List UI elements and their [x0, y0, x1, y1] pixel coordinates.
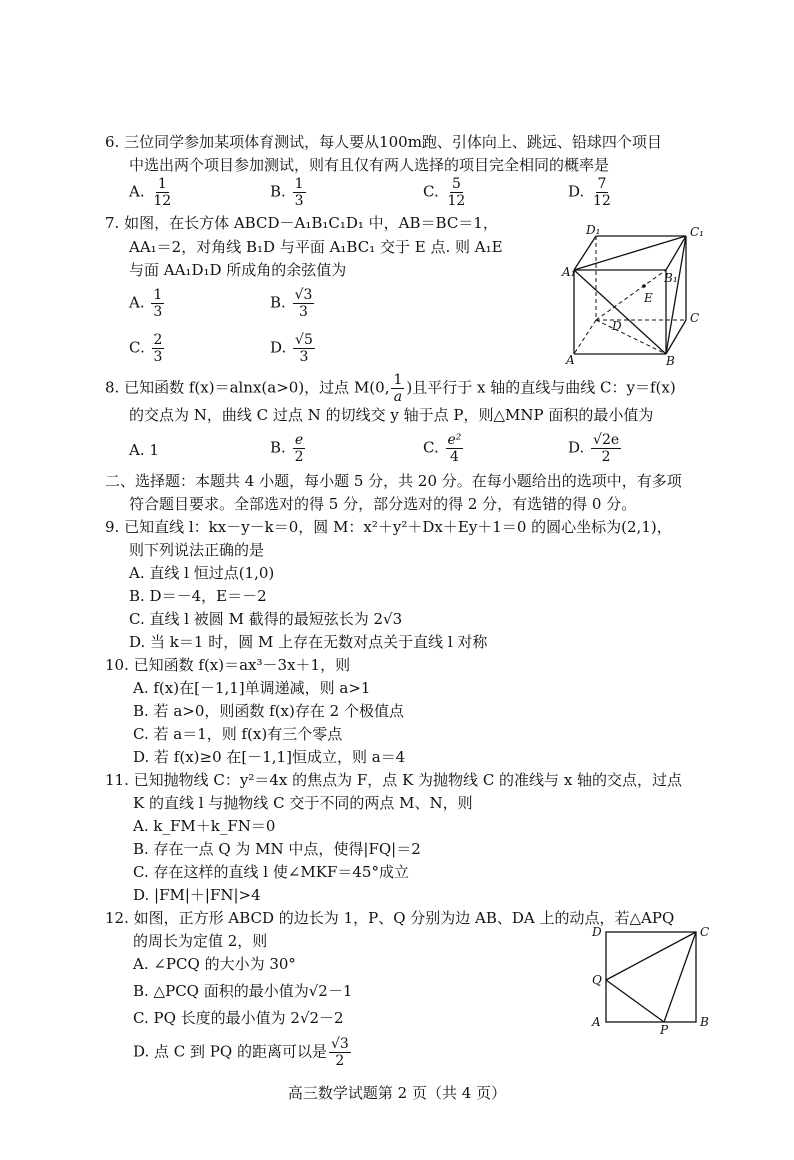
q7-option-a: A. $\frac{1}{3}$	[129, 287, 163, 320]
q7-label-b1: B₁	[664, 271, 678, 285]
q12-option-d: D. 点 C 到 PQ 的距离可以是 $\frac{√3}{2}$	[133, 1036, 349, 1069]
q8-option-a: A. 1	[129, 441, 159, 459]
q11-option-d: D. |FM|＋|FN|>4	[133, 886, 261, 904]
q8-option-c: C. $\frac{\text{e²}}{4}$	[423, 432, 462, 465]
q6-option-c: C. $\frac{5}{12}$	[423, 176, 466, 209]
q7-line3: 与面 AA₁D₁D 所成角的余弦值为	[129, 261, 347, 279]
q8-option-d: D. $\frac{√2e}{2}$	[568, 432, 620, 465]
q9-option-d: D. 当 k＝1 时，圆 M 上存在无数对点关于直线 l 对称	[129, 633, 488, 651]
q12-label-b: B	[700, 1015, 709, 1029]
q12-option-a: A. ∠PCQ 的大小为 30°	[133, 955, 296, 973]
q9-option-b: B. D＝－4，E＝－2	[129, 587, 267, 605]
q9-option-a: A. 直线 l 恒过点(1,0)	[129, 564, 275, 582]
q7-option-c: C. $\frac{2}{3}$	[129, 332, 163, 365]
q6-line2: 中选出两个项目参加测试，则有且仅有两人选择的项目完全相同的概率是	[129, 156, 610, 174]
q10-option-b: B. 若 a>0，则函数 f(x)存在 2 个极值点	[133, 702, 404, 720]
q11-line2: K 的直线 l 与抛物线 C 交于不同的两点 M、N，则	[133, 794, 473, 812]
q12-line1: 12. 如图，正方形 ABCD 的边长为 1，P、Q 分别为边 AB、DA 上的动点，若△APQ	[105, 909, 675, 927]
q12-label-q: Q	[592, 973, 602, 987]
q11-line1: 11. 已知抛物线 C：y²＝4x 的焦点为 F，点 K 为抛物线 C 的准线与 x 轴的交点，过点	[105, 771, 683, 789]
section2-line2: 符合题目要求。全部选对的得 5 分，部分选对的得 2 分，有选错的得 0 分。	[129, 495, 637, 513]
q7-label-e: E	[644, 291, 653, 305]
q9-option-c: C. 直线 l 被圆 M 截得的最短弦长为 2√3	[129, 610, 403, 628]
q11-option-a: A. k_FM＋k_FN＝0	[133, 817, 276, 835]
q11-option-c: C. 存在这样的直线 l 使∠MKF＝45°成立	[133, 863, 409, 881]
q10-line1: 10. 已知函数 f(x)＝ax³－3x＋1，则	[105, 656, 351, 674]
q7-label-c: C	[690, 311, 700, 325]
q12-label-d: D	[592, 925, 602, 939]
q10-option-c: C. 若 a＝1，则 f(x)有三个零点	[133, 725, 343, 743]
q7-label-a: A	[566, 353, 575, 367]
q12-option-b: B. △PCQ 面积的最小值为√2－1	[133, 982, 353, 1000]
q7-label-a1: A₁	[562, 265, 576, 279]
q10-option-a: A. f(x)在[－1,1]单调递减，则 a>1	[133, 679, 371, 697]
q7-label-d: D	[612, 319, 622, 333]
q6-option-a: A. $\frac{1}{12}$	[129, 176, 172, 209]
q9-line1: 9. 已知直线 l：kx－y－k＝0，圆 M：x²＋y²＋Dx＋Ey＋1＝0 的圆心坐标为(2,1)，	[105, 518, 672, 536]
q12-line2: 的周长为定值 2，则	[133, 932, 268, 950]
q7-option-d: D. $\frac{√5}{3}$	[270, 332, 313, 365]
q8-line1: 8. 已知函数 f(x)＝alnx(a>0)，过点 M(0, $\frac{1}{a}$ )且平行于 x 轴的直线与曲线 C：y＝f(x)	[105, 372, 676, 405]
q7-label-b: B	[666, 354, 675, 368]
q12-label-c: C	[700, 925, 710, 939]
q6-line1: 6. 三位同学参加某项体育测试，每人要从100m跑、引体向上、跳远、铅球四个项目	[105, 133, 662, 151]
page-footer: 高三数学试题第 2 页（共 4 页）	[287, 1084, 507, 1102]
section2-line1: 二、选择题：本题共 4 小题，每小题 5 分，共 20 分。在每小题给出的选项中，有多项	[105, 472, 682, 490]
q7-label-d1: D₁	[586, 223, 601, 237]
q7-label-c1: C₁	[690, 225, 704, 239]
q12-option-c: C. PQ 长度的最小值为 2√2－2	[133, 1009, 344, 1027]
q11-option-b: B. 存在一点 Q 为 MN 中点，使得|FQ|＝2	[133, 840, 421, 858]
q10-option-d: D. 若 f(x)≥0 在[－1,1]恒成立，则 a＝4	[133, 748, 406, 766]
q12-label-a: A	[592, 1015, 601, 1029]
q6-option-b: B. $\frac{1}{3}$	[270, 176, 304, 209]
q7-line2: AA₁＝2，对角线 B₁D 与平面 A₁BC₁ 交于 E 点. 则 A₁E	[129, 238, 503, 256]
q12-label-p: P	[660, 1023, 669, 1037]
q7-option-b: B. $\frac{√3}{3}$	[270, 287, 313, 320]
q12-square-figure	[590, 922, 720, 1037]
q7-line1: 7. 如图，在长方体 ABCD－A₁B₁C₁D₁ 中，AB＝BC＝1，	[105, 214, 498, 232]
q9-line2: 则下列说法正确的是	[129, 541, 265, 559]
q6-option-d: D. $\frac{7}{12}$	[568, 176, 611, 209]
q8-line2: 的交点为 N，曲线 C 过点 N 的切线交 y 轴于点 P，则△MNP 面积的最小值为	[129, 406, 654, 424]
q7-cuboid-figure	[562, 222, 716, 368]
q8-option-b: B. $\frac{e}{2}$	[270, 432, 304, 465]
